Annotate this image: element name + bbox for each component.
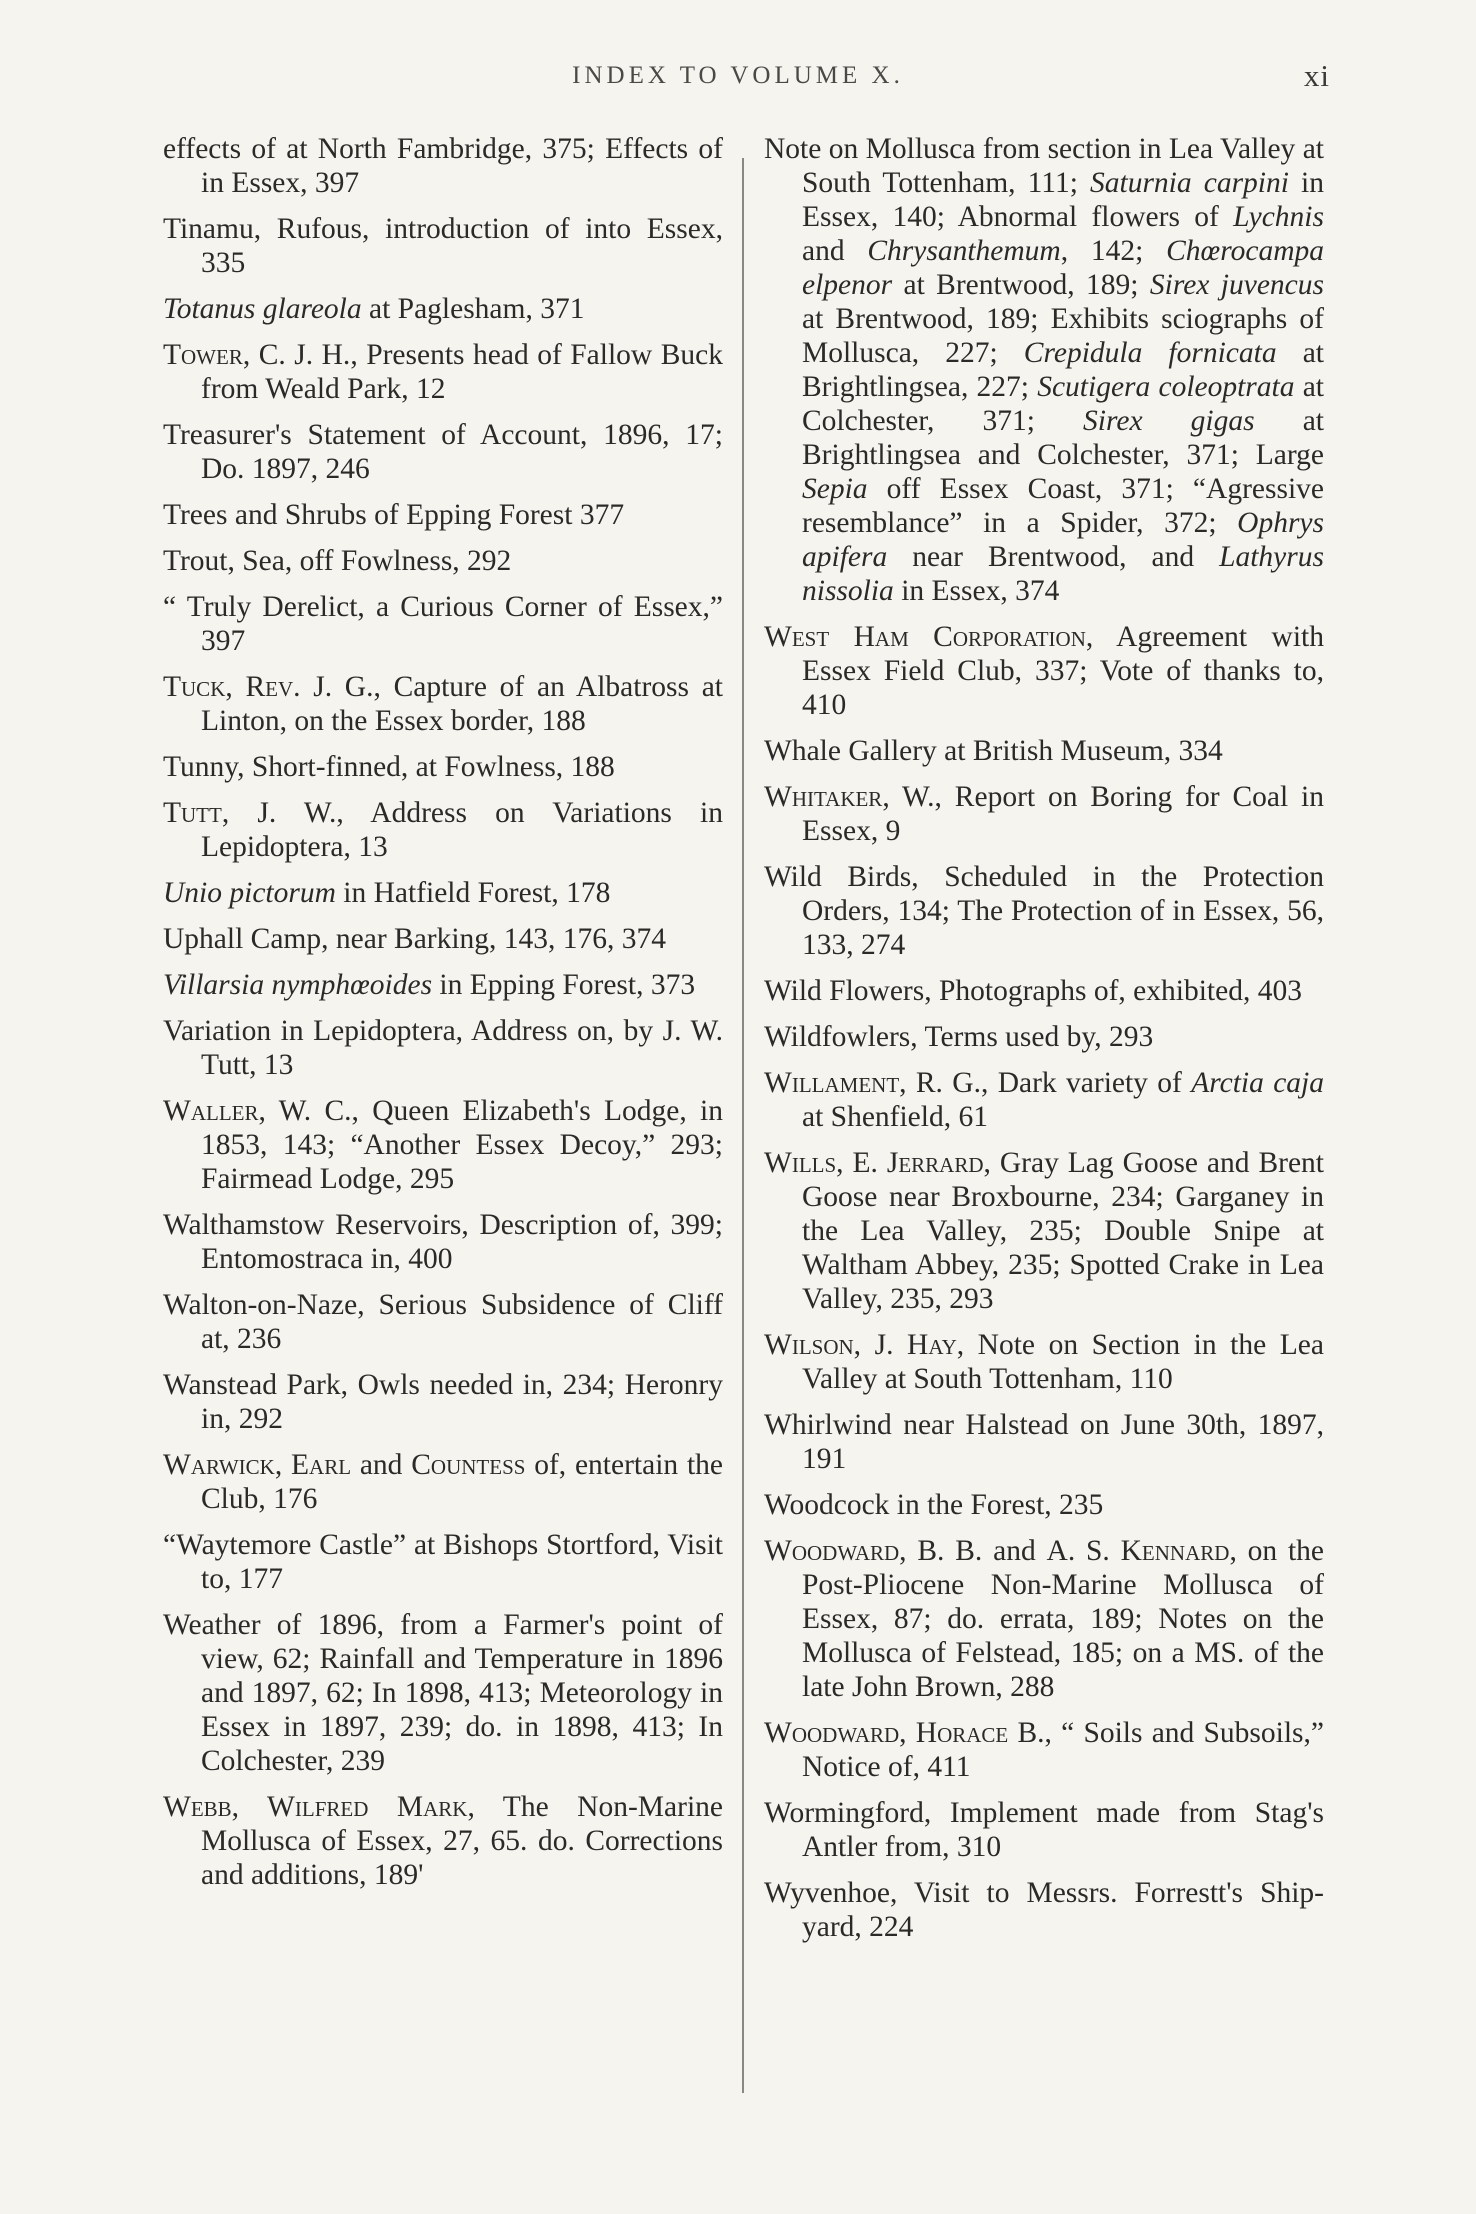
entry-text: at Brentwood, 189;: [892, 269, 1150, 301]
entry-text: Wild Flowers, Photographs of, exhibited, 403: [764, 975, 1302, 1007]
index-entry: [163, 1528, 723, 1596]
index-entry: [163, 292, 723, 326]
entry-text: near Brentwood, and: [887, 541, 1220, 573]
entry-text: , Capture of an Albatross at Linton, on the Essex border, 188: [201, 671, 723, 737]
index-entry: [163, 1094, 723, 1196]
entry-species: Villarsia nymphœoides: [163, 969, 433, 1001]
entry-species: Scutigera coleoptrata: [1037, 371, 1295, 403]
entry-text: at Shenfield, 61: [802, 1101, 988, 1133]
entry-text: Wanstead Park, Owls needed in, 234; Heronry in, 292: [163, 1369, 723, 1435]
index-entry: [764, 734, 1324, 768]
entry-text: at Brentwood, 189; Exhibits sciographs of Mollusca, 227;: [802, 303, 1324, 369]
entry-text: “ Truly Derelict, a Curious Corner of Essex,” 397: [163, 591, 723, 657]
index-entry: [764, 1146, 1324, 1316]
index-entry: [163, 132, 723, 200]
page-header: [0, 58, 1476, 102]
entry-text: , Agreement with Essex Field Club, 337; Vote of thanks to, 410: [802, 621, 1325, 721]
index-entry: [764, 132, 1324, 608]
entry-text: off Essex Coast, 371; “Agressive resemblance” in a Spider, 372;: [802, 473, 1324, 539]
index-entry: [764, 860, 1324, 962]
index-entry: [163, 796, 723, 864]
index-entry: [163, 968, 723, 1002]
index-column-right: [764, 132, 1324, 1956]
index-entry: [764, 780, 1324, 848]
entry-species: Lychnis: [1233, 201, 1324, 233]
entry-text: in Hatfield Forest, 178: [335, 877, 611, 909]
entry-name: West Ham Corporation: [764, 621, 1086, 653]
entry-text: and: [351, 1449, 412, 1481]
entry-name: Whitaker, W.: [764, 781, 935, 813]
index-entry: [764, 1328, 1324, 1396]
entry-name: Wilson, J. Hay: [764, 1329, 957, 1361]
entry-name: Countess: [411, 1449, 526, 1481]
entry-text: Wild Birds, Scheduled in the Protection Orders, 134; The Protection of in Essex, 56, 133, 274: [764, 861, 1324, 961]
entry-text: Whale Gallery at British Museum, 334: [764, 735, 1223, 767]
index-entry: [163, 1608, 723, 1778]
index-entry: [163, 1288, 723, 1356]
entry-text: Uphall Camp, near Barking, 143, 176, 374: [163, 923, 667, 955]
entry-text: Tinamu, Rufous, introduction of into Essex, 335: [163, 213, 723, 279]
entry-species: Crepidula fornicata: [1023, 337, 1277, 369]
index-entry: [163, 544, 723, 578]
entry-text: Trees and Shrubs of Epping Forest 377: [163, 499, 625, 531]
entry-text: Note on Mollusca from section in Lea Valley at South Tottenham, 111;: [764, 133, 1324, 199]
page-number: xi: [1303, 58, 1330, 93]
index-entry: [163, 1208, 723, 1276]
index-entry: [163, 750, 723, 784]
entry-species: Sirex gigas: [1083, 405, 1255, 437]
entry-name: Waller, W. C.: [163, 1095, 352, 1127]
index-entry: [163, 212, 723, 280]
entry-name: Warwick, Earl: [163, 1449, 352, 1481]
entry-species: Sepia: [802, 473, 868, 505]
index-entry: [764, 1488, 1324, 1522]
index-entry: [163, 1368, 723, 1436]
entry-text: , Dark variety of: [980, 1067, 1192, 1099]
index-entry: [163, 498, 723, 532]
index-entry: [764, 620, 1324, 722]
entry-text: and: [982, 1535, 1047, 1567]
entry-text: Wyvenhoe, Visit to Messrs. Forrestt's Ship-yard, 224: [764, 1877, 1324, 1943]
entry-text: , 142;: [1060, 235, 1167, 267]
entry-text: at Paglesham, 371: [361, 293, 585, 325]
entry-text: Trout, Sea, off Fowlness, 292: [163, 545, 512, 577]
index-entry: [163, 590, 723, 658]
index-entry: [163, 1790, 723, 1892]
entry-text: and: [802, 235, 868, 267]
index-entry: [163, 1014, 723, 1082]
index-entry: [764, 1876, 1324, 1944]
running-head: INDEX TO VOLUME X.: [572, 62, 904, 89]
entry-text: , Address on Variations in Lepidoptera, 13: [201, 797, 723, 863]
index-entry: [163, 670, 723, 738]
entry-text: at Brightlingsea, 227;: [802, 337, 1324, 403]
entry-text: Woodcock in the Forest, 235: [764, 1489, 1104, 1521]
entry-text: in Essex, 374: [893, 575, 1060, 607]
entry-text: , on the Post-Pliocene Non-Marine Mollusca of Essex, 87; do. errata, 189; Notes on the Mollusca of Felstead, 185; on a MS. of the late John Brown, 288: [802, 1535, 1324, 1703]
entry-name: Webb, Wilfred Mark: [163, 1791, 468, 1823]
entry-species: Arctia caja: [1191, 1067, 1324, 1099]
entry-species: Totanus glareola: [163, 293, 362, 325]
entry-name: A. S. Kennard: [1046, 1535, 1230, 1567]
entry-text: , The Non-Marine Mollusca of Essex, 27, 65. do. Corrections and additions, 189': [201, 1791, 723, 1891]
index-entry: [764, 1796, 1324, 1864]
index-entry: [163, 876, 723, 910]
entry-name: Woodward, B. B.: [764, 1535, 983, 1567]
entry-text: effects of at North Fambridge, 375; Effects of in Essex, 397: [163, 133, 723, 199]
entry-species: Sirex juvencus: [1149, 269, 1324, 301]
entry-text: Walton-on-Naze, Serious Subsidence of Cliff at, 236: [163, 1289, 723, 1355]
entry-text: , Queen Elizabeth's Lodge, in 1853, 143; “Another Essex Decoy,” 293; Fairmead Lodge, 295: [201, 1095, 724, 1195]
entry-text: Walthamstow Reservoirs, Description of, 399; Entomostraca in, 400: [163, 1209, 723, 1275]
column-divider: [742, 158, 744, 2093]
entry-name: Woodward, Horace B.: [764, 1717, 1045, 1749]
entry-species: Chrysanthemum: [867, 235, 1061, 267]
entry-species: Unio pictorum: [163, 877, 336, 909]
entry-text: Tunny, Short-finned, at Fowlness, 188: [163, 751, 615, 783]
entry-species: Saturnia carpini: [1090, 167, 1289, 199]
index-entry: [764, 1534, 1324, 1704]
entry-species: Chœrocampa elpenor: [802, 235, 1324, 301]
entry-name: Willament, R. G.: [764, 1067, 981, 1099]
entry-name: Tuck, Rev. J. G.: [163, 671, 374, 703]
entry-name: Wills, E. Jerrard: [764, 1147, 984, 1179]
entry-species: Ophrys apifera: [802, 507, 1324, 573]
index-entry: [764, 974, 1324, 1008]
entry-text: Variation in Lepidoptera, Address on, by J. W. Tutt, 13: [163, 1015, 723, 1081]
index-entry: [764, 1066, 1324, 1134]
index-column-left: [163, 132, 723, 1904]
entry-text: in Epping Forest, 373: [432, 969, 696, 1001]
entry-text: Wildfowlers, Terms used by, 293: [764, 1021, 1154, 1053]
entry-text: , Note on Section in the Lea Valley at South Tottenham, 110: [802, 1329, 1324, 1395]
entry-text: Weather of 1896, from a Farmer's point of view, 62; Rainfall and Temperature in 1896 and 1897, 62; In 1898, 413; Meteorology in Essex in 1897, 239; do. in 1898, 413; In Colchester, 239: [163, 1609, 723, 1777]
index-entry: [163, 338, 723, 406]
entry-text: in Essex, 140; Abnormal flowers of: [802, 167, 1325, 233]
entry-text: at Brightlingsea and Colchester, 371; Large: [802, 405, 1324, 471]
index-entry: [764, 1020, 1324, 1054]
entry-text: , Gray Lag Goose and Brent Goose near Broxbourne, 234; Garganey in the Lea Valley, 235; Double Snipe at Waltham Abbey, 235; Spotted Crake in Lea Valley, 235, 293: [802, 1147, 1324, 1315]
entry-text: Treasurer's Statement of Account, 1896, 17; Do. 1897, 246: [163, 419, 723, 485]
index-entry: [163, 418, 723, 486]
entry-text: of, entertain the Club, 176: [201, 1449, 723, 1515]
entry-text: at Colchester, 371;: [802, 371, 1324, 437]
entry-name: Tutt, J. W.: [163, 797, 337, 829]
index-entry: [764, 1716, 1324, 1784]
entry-species: Lathyrus nissolia: [802, 541, 1324, 607]
entry-text: “Waytemore Castle” at Bishops Stortford, Visit to, 177: [163, 1529, 723, 1595]
entry-text: , Report on Boring for Coal in Essex, 9: [802, 781, 1324, 847]
index-entry: [163, 1448, 723, 1516]
index-entry: [163, 922, 723, 956]
entry-text: , “ Soils and Subsoils,” Notice of, 411: [802, 1717, 1324, 1783]
entry-text: , Presents head of Fallow Buck from Weald Park, 12: [201, 339, 723, 405]
entry-name: Tower, C. J. H.: [163, 339, 351, 371]
entry-text: Whirlwind near Halstead on June 30th, 1897, 191: [764, 1409, 1324, 1475]
entry-text: Wormingford, Implement made from Stag's Antler from, 310: [764, 1797, 1324, 1863]
index-entry: [764, 1408, 1324, 1476]
